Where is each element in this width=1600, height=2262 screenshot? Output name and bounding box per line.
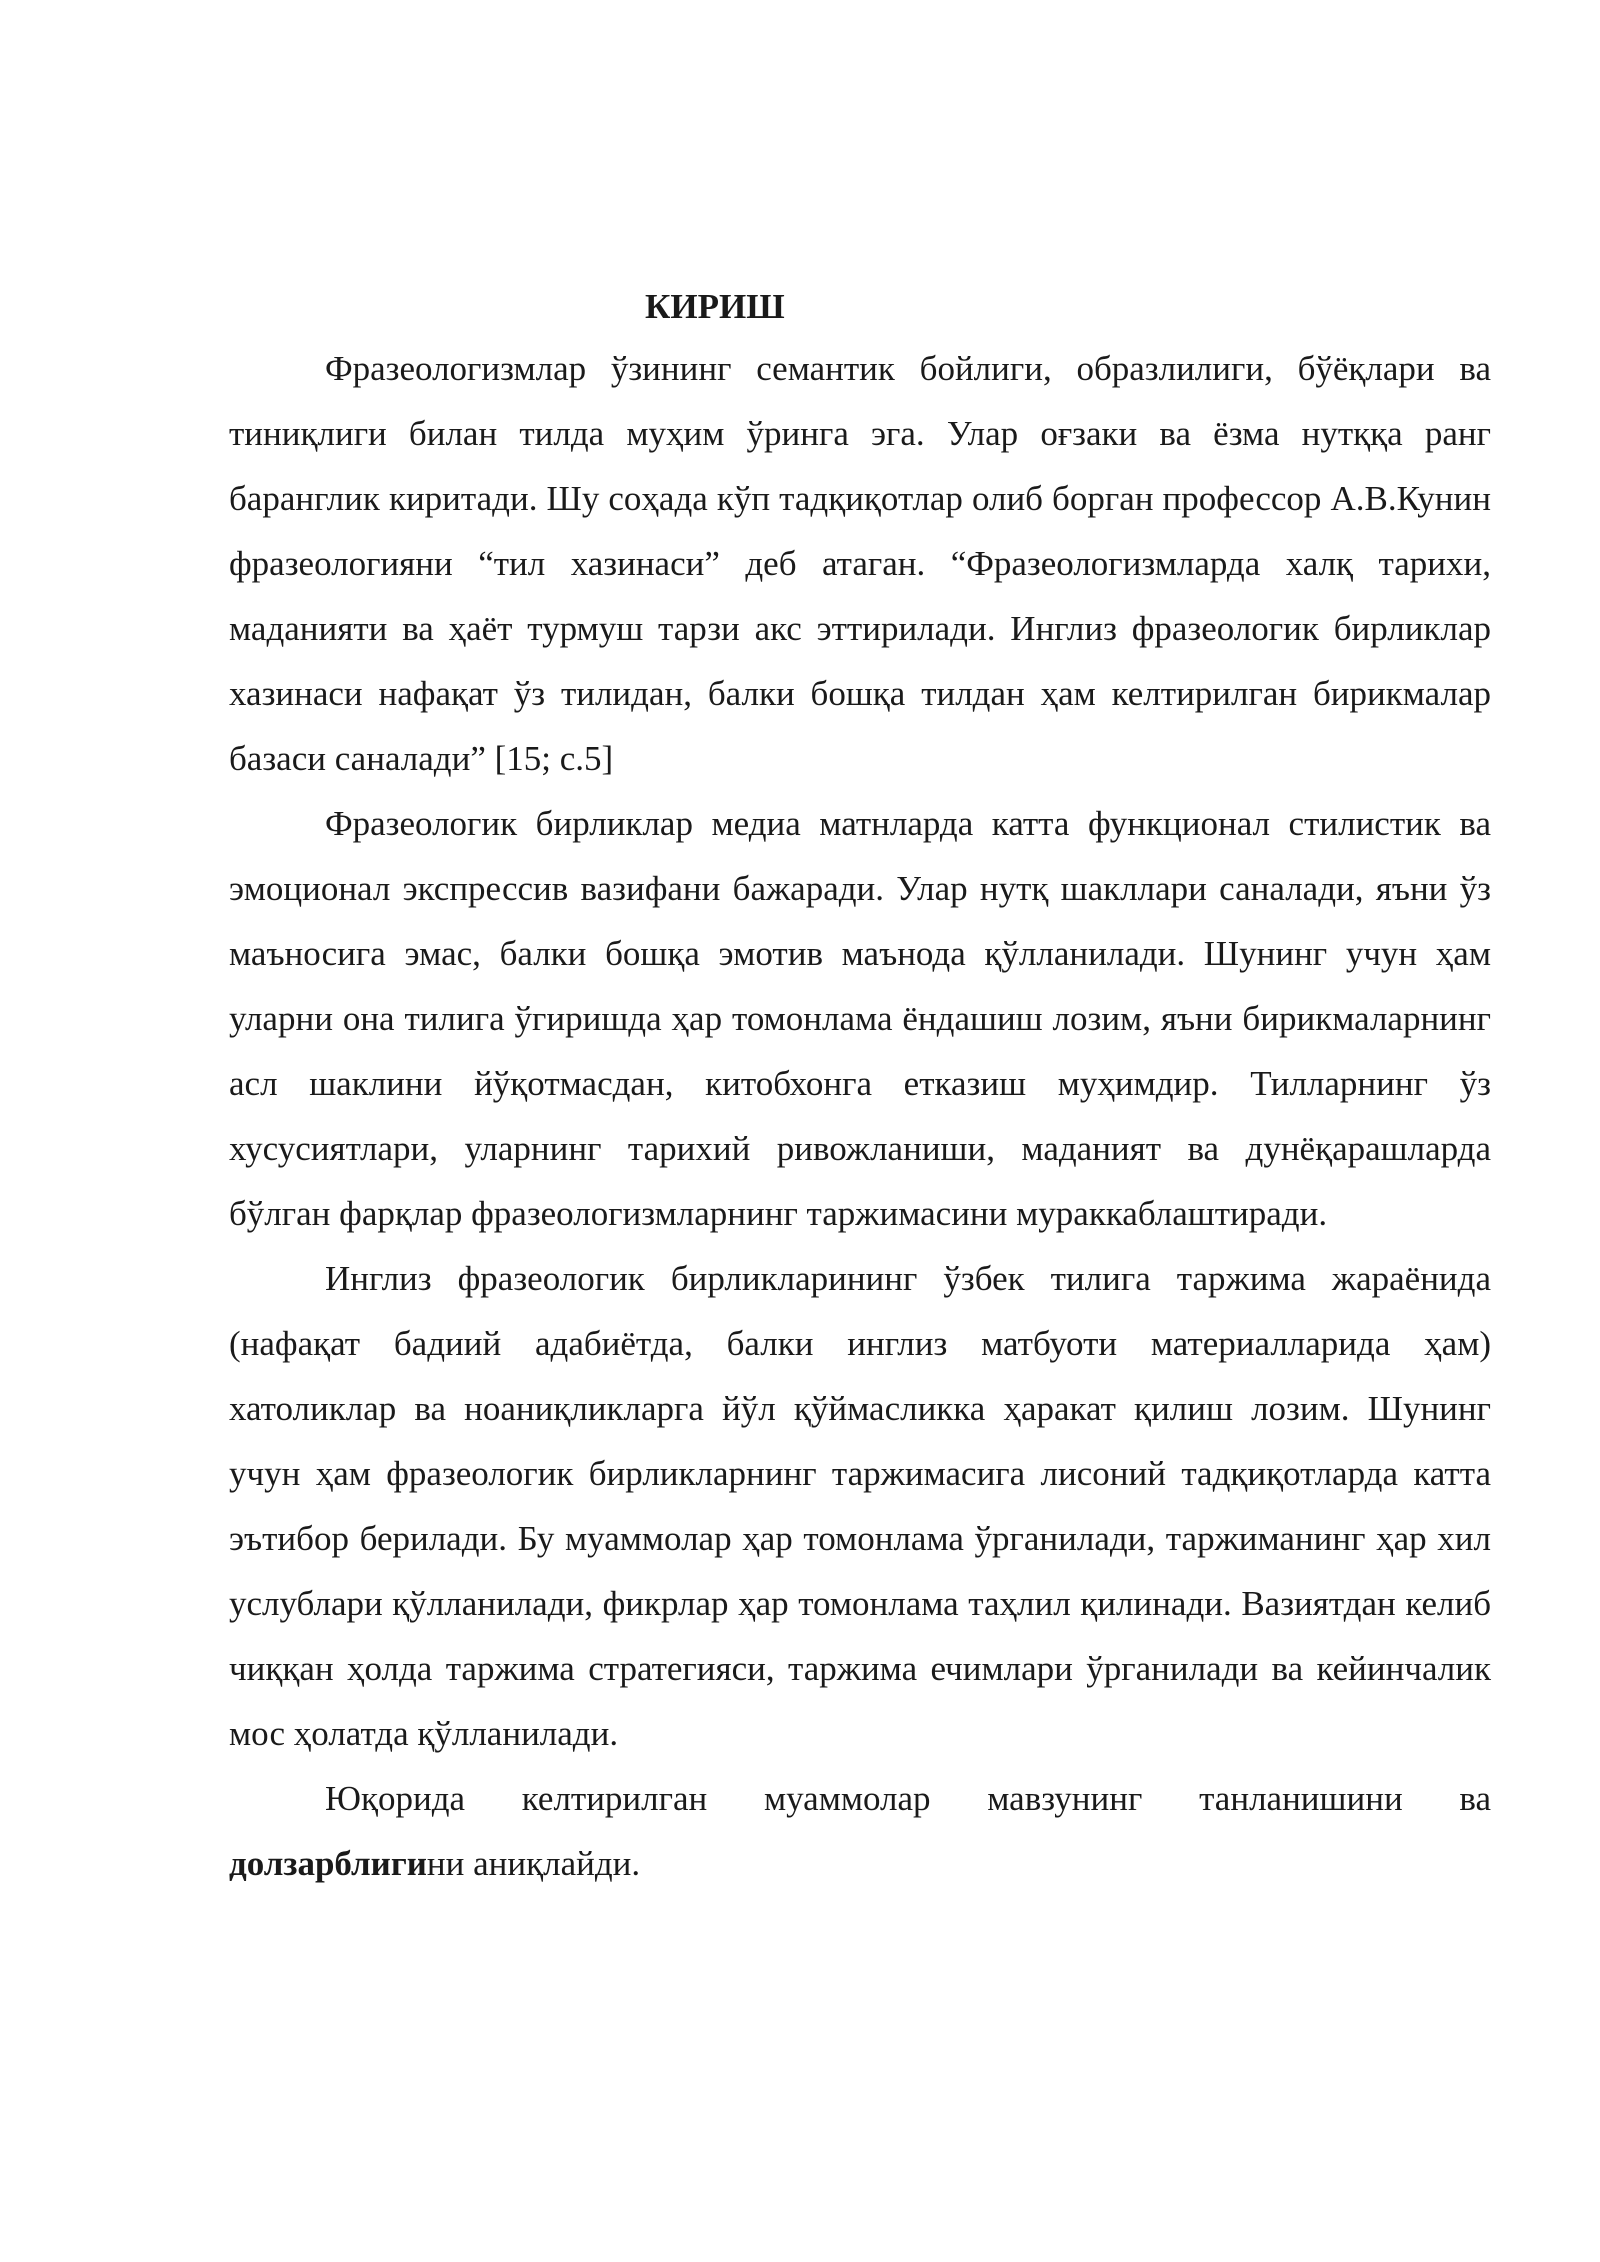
document-page bbox=[229, 286, 1491, 1896]
paragraph-3: Инглиз фразеологик бирликларининг ўзбек тилига таржима жараёнида (нафақат бадиий адабиётда, балки инглиз матбуоти материалларида ҳам) хатоликлар ва ноаниқликларга йўл қўймасликка ҳаракат қилиш лозим. Шунинг учун ҳам фразеологик бирликларнинг таржимасига лисоний тадқиқотларда катта эътибор берилади. Бу муаммолар ҳар томонлама ўрганилади, таржиманинг ҳар хил услублари қўлланилади, фикрлар ҳар томонлама таҳлил қилинади. Вазиятдан келиб чиққан ҳолда таржима стратегияси, таржима ечимлари ўрганилади ва кейинчалик мос ҳолатда қўлланилади. bbox=[229, 1259, 1491, 1753]
paragraph-1: Фразеологизмлар ўзининг семантик бойлиги, образлилиги, бўёқлари ва тиниқлиги билан тилда муҳим ўринга эга. Улар оғзаки ва ёзма нутққа ранг баранглик киритади. Шу соҳада кўп тадқиқотлар олиб борган профессор А.В.Кунин фразеологияни “тил хазинаси” деб атаган. “Фразеологизмларда халқ тарихи, маданияти ва ҳаёт турмуш тарзи акс эттирилади. Инглиз фразеологик бирликлар хазинаси нафақат ўз тилидан, балки бошқа тилдан ҳам келтирилган бирикмалар базаси саналади” [15; с.5] bbox=[229, 349, 1491, 778]
paragraph-4 bbox=[229, 1766, 1491, 1896]
paragraph-2: Фразеологик бирликлар медиа матнларда катта функционал стилистик ва эмоционал экспрессив вазифани бажаради. Улар нутқ шакллари саналади, яъни ўз маъносига эмас, балки бошқа эмотив маънода қўлланилади. Шунинг учун ҳам уларни она тилига ўгиришда ҳар томонлама ёндашиш лозим, яъни бирикмаларнинг асл шаклини йўқотмасдан, китобхонга етказиш муҳимдир. Тилларнинг ўз хусусиятлари, уларнинг тарихий ривожланиши, маданият ва дунёқарашларда бўлган фарқлар фразеологизмларнинг таржимасини мураккаблаштиради. bbox=[229, 804, 1491, 1233]
page-title: КИРИШ bbox=[645, 287, 785, 326]
paragraph-4-bold-term: долзарблиги bbox=[229, 1844, 427, 1883]
paragraph-4-text: Юқорида келтирилган муаммолар мавзунинг танланишини ва bbox=[325, 1779, 1491, 1818]
paragraph-4-suffix: ни аниқлайди. bbox=[426, 1844, 641, 1883]
